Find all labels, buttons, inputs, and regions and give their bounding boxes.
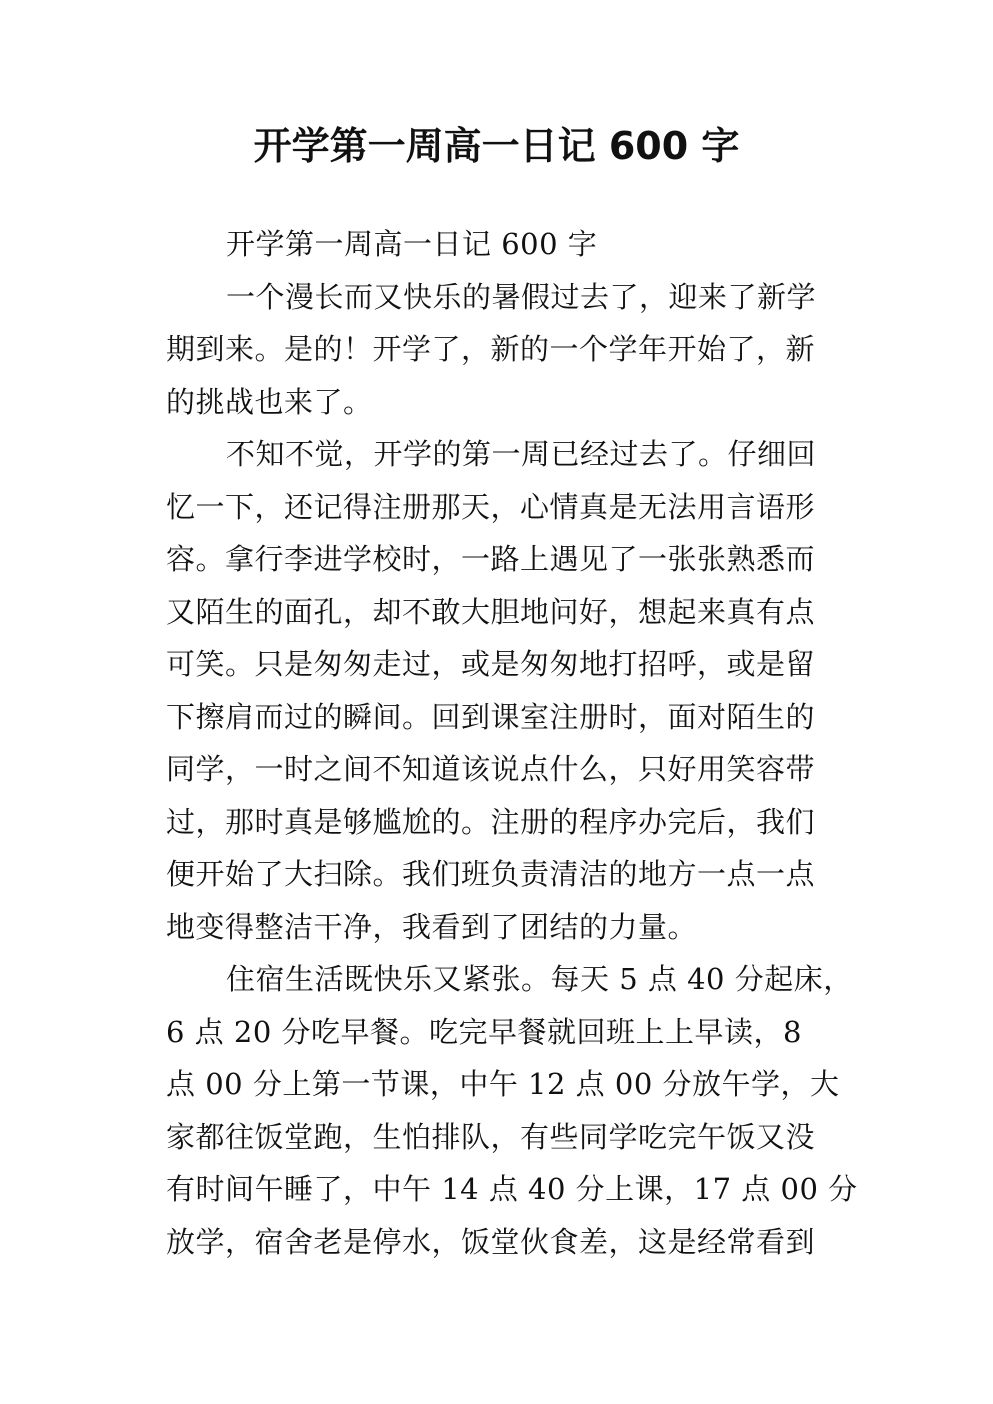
text-line: 有时间午睡了，中午 14 点 40 分上课，17 点 00 分 — [166, 1172, 858, 1206]
paragraph-intro — [166, 271, 828, 429]
text-line: 一个漫长而又快乐的暑假过去了，迎来了新学 — [226, 279, 817, 314]
text-line: 同学，一时之间不知道该说点什么，只好用笑容带 — [166, 752, 816, 786]
text-line: 过，那时真是够尴尬的。注册的程序办完后，我们 — [166, 804, 816, 839]
text-line: 忆一下，还记得注册那天，心情真是无法用言语形 — [166, 489, 816, 524]
text-line: 住宿生活既快乐又紧张。每天 5 点 40 分起床， — [226, 962, 853, 996]
paragraph-subtitle — [166, 218, 828, 271]
text-line: 开学第一周高一日记 600 字 — [226, 227, 598, 261]
text-line: 期到来。是的！开学了，新的一个学年开始了，新 — [166, 332, 816, 366]
text-line: 地变得整洁干净，我看到了团结的力量。 — [166, 909, 698, 944]
text-line: 不知不觉，开学的第一周已经过去了。仔细回 — [226, 437, 817, 471]
text-line: 可笑。只是匆匆走过，或是匆匆地打招呼，或是留 — [166, 647, 816, 681]
text-line: 家都往饭堂跑，生怕排队，有些同学吃完午饭又没 — [166, 1119, 816, 1154]
paragraph-dorm-life — [166, 953, 858, 1268]
text-line: 便开始了大扫除。我们班负责清洁的地方一点一点 — [166, 857, 816, 891]
text-line: 下擦肩而过的瞬间。回到课室注册时，面对陌生的 — [166, 699, 816, 734]
text-line: 又陌生的面孔，却不敢大胆地问好，想起来真有点 — [166, 594, 816, 629]
text-line: 点 00 分上第一节课，中午 12 点 00 分放午学，大 — [166, 1067, 840, 1101]
text-line: 的挑战也来了。 — [166, 384, 373, 419]
document-body — [166, 218, 858, 1268]
text-line: 放学，宿舍老是停水，饭堂伙食差，这是经常看到 — [166, 1224, 816, 1259]
paragraph-first-week — [166, 428, 828, 953]
text-line: 6 点 20 分吃早餐。吃完早餐就回班上上早读，8 — [166, 1014, 802, 1049]
page-title: 开学第一周高一日记 600 字 — [253, 124, 740, 168]
text-line: 容。拿行李进学校时，一路上遇见了一张张熟悉而 — [166, 542, 816, 576]
